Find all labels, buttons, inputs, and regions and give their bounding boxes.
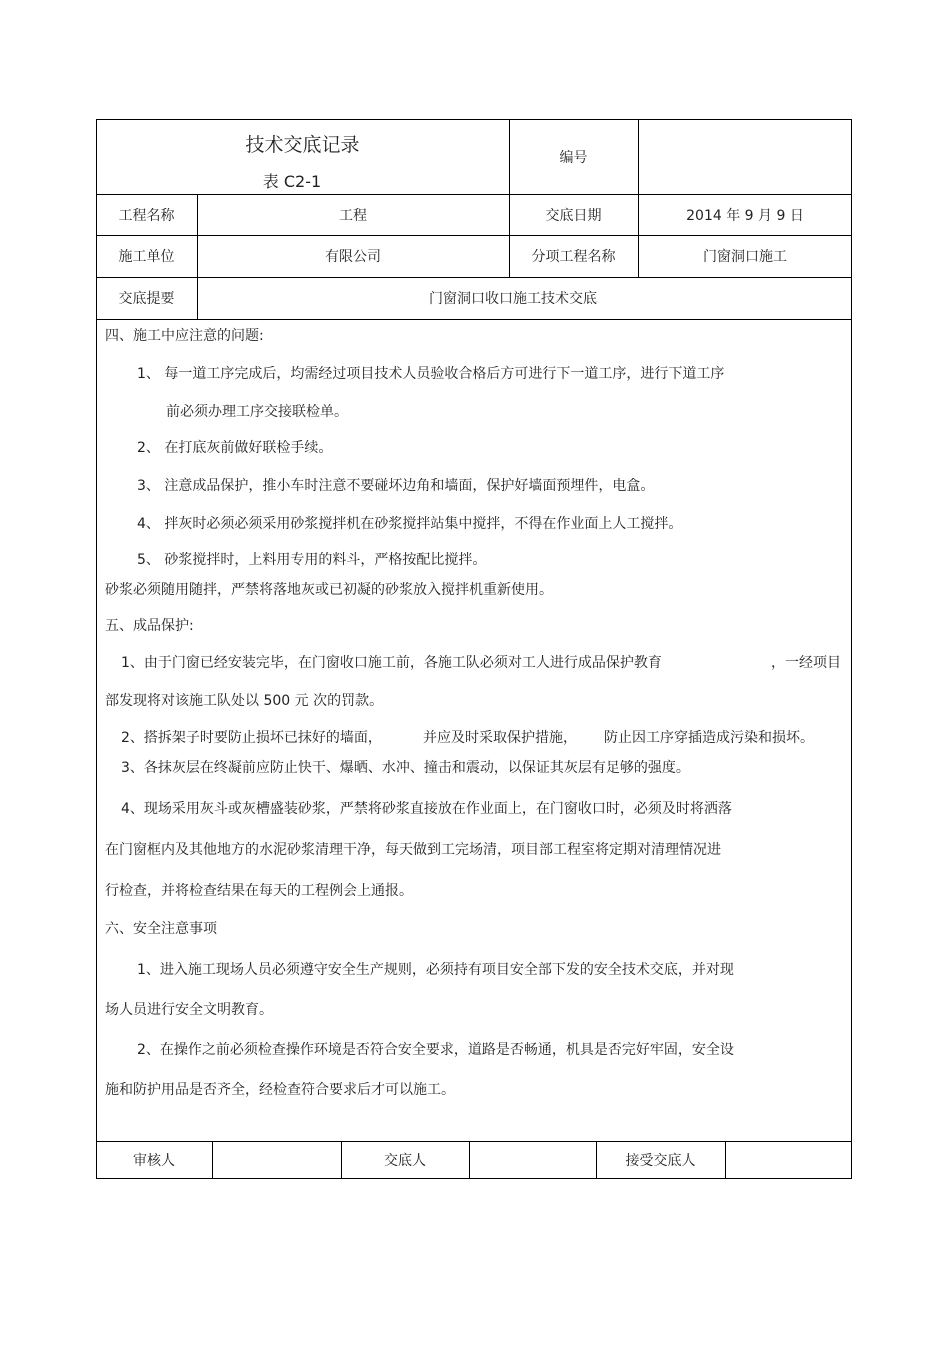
- section-4-item-1: 1、 每一道工序完成后，均需经过项目技术人员验收合格后方可进行下一道工序，进行下道工序: [137, 366, 725, 382]
- section-5-item-2-end: 防止因工序穿插造成污染和损坏。: [604, 730, 814, 746]
- section-4-item-4: 4、 拌灰时必须必须采用砂浆搅拌机在砂浆搅拌站集中搅拌，不得在作业面上人工搅拌。: [137, 516, 683, 532]
- date-label: 交底日期: [545, 207, 602, 224]
- presenter-signature-field: [469, 1141, 596, 1179]
- section-5-item-3: 3、各抹灰层在终凝前应防止快干、爆晒、水冲、撞击和震动，以保证其灰层有足够的强度。: [121, 760, 690, 776]
- project-name-value: 工程: [339, 207, 367, 224]
- section-6-item-2-cont: 施和防护用品是否齐全，经检查符合要求后才可以施工。: [105, 1082, 455, 1098]
- summary-value: 门窗洞口收口施工技术交底: [429, 291, 597, 307]
- presenter-label: 交底人: [384, 1153, 426, 1169]
- reviewer-signature-field: [212, 1141, 341, 1179]
- subproject-value: 门窗洞口施工: [703, 249, 787, 265]
- construction-unit-label: 施工单位: [118, 249, 175, 265]
- section-5-item-4: 4、现场采用灰斗或灰槽盛装砂浆，严禁将砂浆直接放在作业面上，在门窗收口时，必须及时将洒落: [121, 801, 732, 817]
- receiver-label: 接受交底人: [625, 1153, 696, 1169]
- reviewer-label: 审核人: [133, 1153, 175, 1169]
- project-name-label: 工程名称: [118, 207, 175, 224]
- document-title: 技术交底记录: [245, 133, 360, 156]
- section-4-item-1-cont: 前必须办理工序交接联检单。: [166, 404, 348, 420]
- serial-number-value: [638, 119, 852, 194]
- section-6-item-1-cont: 场人员进行安全文明教育。: [105, 1002, 273, 1018]
- subproject-label: 分项工程名称: [531, 249, 616, 265]
- section-4-heading: 四、施工中应注意的问题:: [105, 328, 264, 344]
- section-4-item-3: 3、 注意成品保护，推小车时注意不要碰坏边角和墙面，保护好墙面预埋件，电盒。: [137, 478, 655, 494]
- row-divider: [96, 319, 852, 320]
- section-5-item-1-cont: 部发现将对该施工队处以 500 元 次的罚款。: [105, 693, 384, 709]
- section-5-heading: 五、成品保护:: [105, 618, 194, 634]
- section-5-item-2: 2、搭拆架子时要防止损坏已抹好的墙面，: [121, 730, 382, 746]
- receiver-signature-field: [725, 1141, 852, 1179]
- construction-unit-value: 有限公司: [325, 249, 381, 265]
- section-4-item-5: 5、 砂浆搅拌时，上料用专用的料斗，严格按配比搅拌。: [137, 552, 487, 568]
- section-5-item-2-mid: 并应及时采取保护措施，: [423, 730, 577, 746]
- section-4-item-2: 2、 在打底灰前做好联检手续。: [137, 440, 333, 456]
- section-5-item-4-end: 行检查，并将检查结果在每天的工程例会上通报。: [105, 883, 413, 899]
- section-5-item-1-tail: ，一经项目: [771, 655, 841, 671]
- summary-label: 交底提要: [118, 291, 175, 307]
- date-value: 2014 年 9 月 9 日: [686, 207, 804, 224]
- section-4-item-5-cont: 砂浆必须随用随拌，严禁将落地灰或已初凝的砂浆放入搅拌机重新使用。: [105, 582, 553, 598]
- section-6-heading: 六、安全注意事项: [105, 921, 217, 937]
- section-6-item-2: 2、在操作之前必须检查操作环境是否符合安全要求，道路是否畅通，机具是否完好牢固，安全设: [137, 1042, 734, 1058]
- section-5-item-4-cont: 在门窗框内及其他地方的水泥砂浆清理干净，每天做到工完场清，项目部工程室将定期对清理情况进: [105, 842, 721, 858]
- section-6-item-1: 1、进入施工现场人员必须遵守安全生产规则，必须持有项目安全部下发的安全技术交底，并对现: [137, 962, 734, 978]
- serial-number-label: 编号: [559, 149, 588, 166]
- section-5-item-1: 1、由于门窗已经安装完毕，在门窗收口施工前，各施工队必须对工人进行成品保护教育: [121, 655, 662, 671]
- form-number: 表 C2-1: [262, 171, 322, 191]
